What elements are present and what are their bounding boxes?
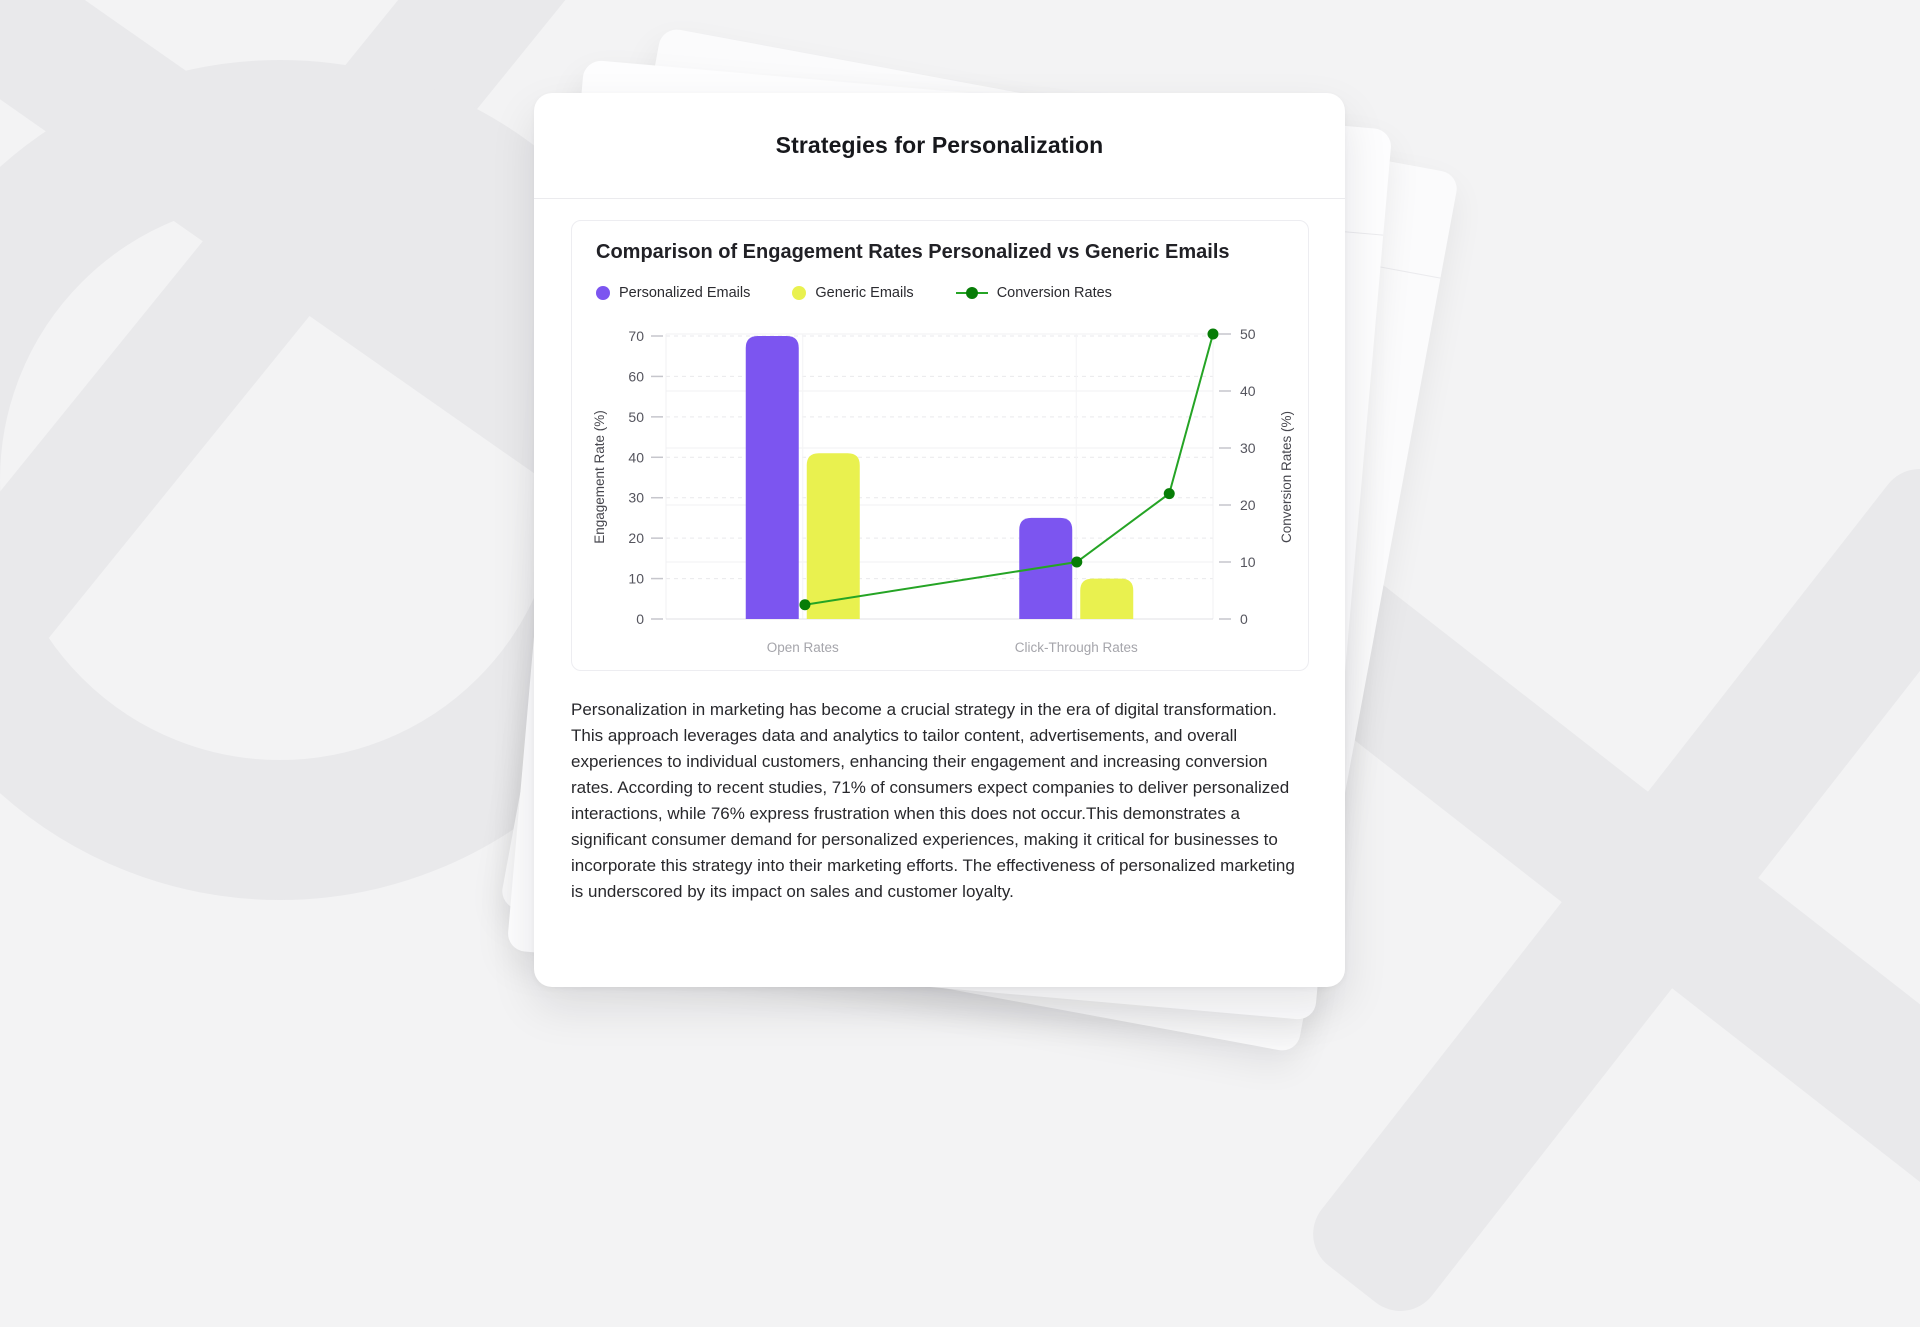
legend-label: Personalized Emails — [619, 285, 751, 301]
legend-dot-icon — [792, 286, 806, 300]
tick-label-left: 30 — [628, 489, 644, 506]
bar-generic-emails-1 — [1080, 579, 1133, 619]
chart-title: Comparison of Engagement Rates Personalized vs Generic Emails — [596, 241, 1230, 263]
right-axis-title: Conversion Rates (%) — [1279, 410, 1294, 544]
conversion-line — [805, 334, 1213, 605]
conversion-point-1 — [1071, 557, 1082, 568]
slide-card — [534, 93, 1345, 987]
tick-label-left: 50 — [628, 408, 644, 425]
bar-personalized-emails-1 — [1019, 518, 1072, 619]
chart-svg — [572, 317, 1308, 673]
legend-item-personalized-emails — [596, 285, 750, 301]
tick-label-right: 30 — [1240, 440, 1256, 456]
tick-label-right: 40 — [1240, 383, 1256, 399]
tick-label-right: 0 — [1240, 611, 1248, 627]
x-axis-label: Open Rates — [766, 640, 839, 655]
legend-item-conversion-rates — [956, 285, 1112, 301]
conversion-point-2 — [1164, 488, 1175, 499]
legend-label: Conversion Rates — [996, 285, 1112, 301]
legend-dot-icon — [596, 286, 610, 300]
tick-label-right: 10 — [1240, 554, 1256, 570]
conversion-point-0 — [799, 599, 810, 610]
legend-line-icon — [956, 292, 988, 294]
slide-header — [534, 93, 1345, 199]
tick-label-left: 10 — [628, 570, 644, 587]
legend-item-generic-emails — [792, 285, 913, 301]
tick-label-left: 0 — [636, 611, 644, 627]
bar-generic-emails-0 — [807, 453, 860, 619]
description-paragraph: Personalization in marketing has become a crucial strategy in the era of digital transformation. This approach leverages data and analytics to tailor content, advertisements, and overall experiences to individual customers, enhancing their engagement and increasing conversion rates. According to recent studies, 71% of consumers expect companies to deliver personalized interactions, while 76% express frustration when this does not occur.This demonstrates a significant consumer demand for personalized experiences, making it critical for businesses to incorporate this strategy into their marketing efforts. The effectiveness of personalized marketing is underscored by its impact on sales and customer loyalty. — [571, 700, 1295, 901]
tick-label-left: 20 — [628, 530, 644, 547]
left-axis-title: Engagement Rate (%) — [592, 410, 607, 544]
tick-label-left: 70 — [628, 328, 644, 344]
legend-label: Generic Emails — [815, 285, 914, 301]
chart-panel — [571, 220, 1309, 671]
conversion-point-3 — [1208, 329, 1219, 340]
legend-line-dot-icon — [966, 287, 978, 299]
slide-title: Strategies for Personalization — [775, 132, 1104, 158]
x-axis-label: Click-Through Rates — [1014, 640, 1138, 655]
tick-label-left: 60 — [628, 368, 644, 385]
bar-personalized-emails-0 — [746, 336, 799, 619]
tick-label-left: 40 — [628, 449, 644, 466]
tick-label-right: 20 — [1240, 497, 1256, 513]
chart-legend — [596, 281, 1112, 305]
tick-label-right: 50 — [1240, 326, 1256, 342]
